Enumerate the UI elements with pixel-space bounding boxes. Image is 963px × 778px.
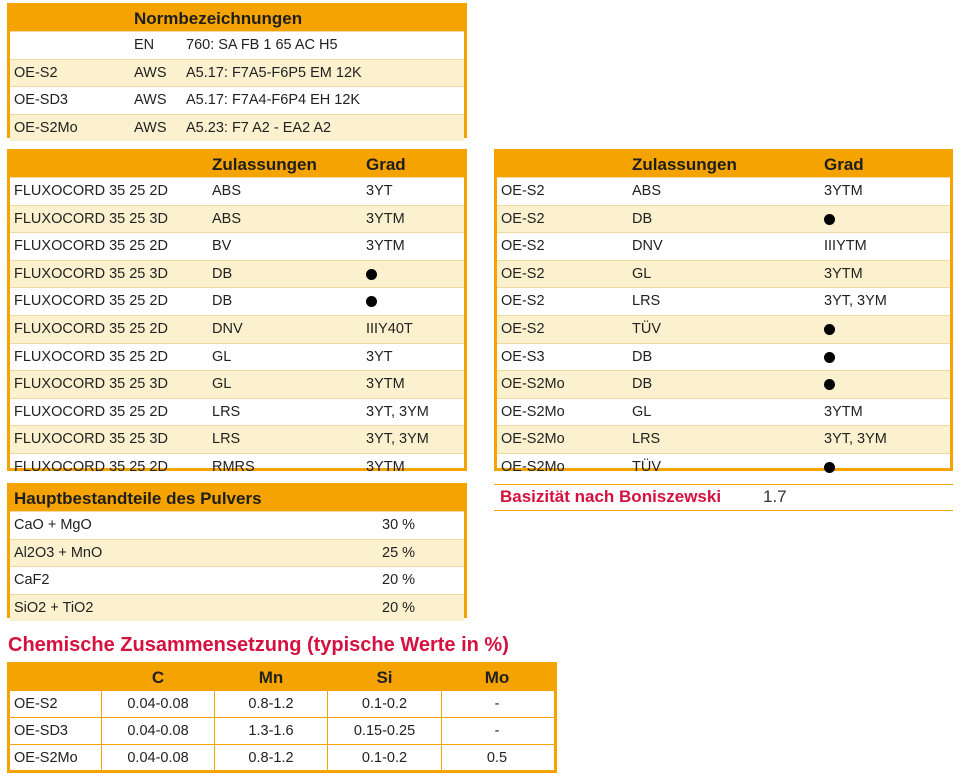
- approval-grade: 3YTM: [824, 403, 863, 420]
- approval-row: [10, 205, 464, 233]
- powder-percentage: 30 %: [382, 517, 416, 533]
- powder-row: [10, 566, 464, 594]
- approvals-right-header: [497, 152, 950, 177]
- approval-society: DNV: [212, 320, 243, 337]
- chem-value: -: [494, 723, 500, 739]
- norm-cell-designation: OE-SD3: [14, 92, 68, 109]
- approval-society: ABS: [212, 183, 242, 199]
- approval-grade: 3YTM: [366, 376, 405, 393]
- approved-dot-icon: [824, 324, 835, 335]
- powder-row: [10, 539, 464, 567]
- approval-grade: IIIYTM: [824, 238, 867, 255]
- chem-header-cell: [10, 665, 102, 690]
- approval-product: OE-S2: [501, 293, 545, 310]
- norm-cell-standard: AWS: [134, 119, 167, 136]
- approval-society: DNV: [632, 238, 663, 255]
- powder-percentage: 25 %: [382, 544, 416, 561]
- approval-row: [497, 260, 950, 288]
- approval-grade: 3YTM: [366, 210, 405, 227]
- approval-society: LRS: [212, 431, 241, 448]
- chem-value: 0.1-0.2: [328, 745, 442, 771]
- approval-grade: 3YT, 3YM: [366, 403, 429, 420]
- basicity-value: 1.7: [763, 487, 787, 506]
- norm-table: [7, 3, 467, 138]
- approval-row: [497, 398, 950, 426]
- approval-row: [10, 260, 464, 288]
- norm-cell-standard: AWS: [134, 64, 167, 81]
- approved-dot-icon: [824, 214, 835, 225]
- chem-value: 0.8-1.2: [215, 691, 328, 717]
- approval-row: [10, 343, 464, 371]
- approval-grade: 3YT, 3YM: [824, 293, 887, 310]
- chem-value: 0.04-0.08: [102, 718, 215, 744]
- approval-grade: 3YTM: [366, 458, 405, 475]
- chem-value: 0.04-0.08: [102, 691, 215, 717]
- approval-product: FLUXOCORD 35 25 2D: [14, 293, 168, 310]
- approval-society: LRS: [632, 293, 661, 310]
- norm-cell-code: 760: SA FB 1 65 AC H5: [186, 37, 338, 53]
- approval-product: FLUXOCORD 35 25 2D: [14, 348, 168, 365]
- norm-row: [10, 114, 464, 142]
- approval-row: [497, 287, 950, 315]
- approval-grade: 3YT: [366, 183, 393, 199]
- approval-product: OE-S3: [501, 348, 545, 365]
- approval-product: FLUXOCORD 35 25 3D: [14, 376, 168, 393]
- chem-value: 0.8-1.2: [215, 745, 328, 771]
- approved-dot-icon: [366, 269, 377, 280]
- powder-percentage: 20 %: [382, 599, 416, 616]
- chem-header-cell: Si: [328, 665, 442, 690]
- approved-dot-icon: [366, 296, 377, 307]
- norm-row: [10, 31, 464, 59]
- powder-percentage: 20 %: [382, 572, 416, 589]
- norm-row: [10, 86, 464, 114]
- approvals-table-right: [494, 149, 953, 475]
- approval-society: ABS: [632, 183, 662, 199]
- approval-grade: 3YT, 3YM: [824, 431, 887, 448]
- approvals-right-col-grad: Grad: [824, 155, 864, 174]
- approval-row: [10, 453, 464, 481]
- basicity-bottom-line: [494, 510, 953, 511]
- approval-product: OE-S2Mo: [501, 458, 565, 475]
- approval-grade: 3YT: [366, 348, 393, 365]
- approval-product: FLUXOCORD 35 25 3D: [14, 431, 168, 448]
- powder-row: [10, 511, 464, 539]
- chem-table: [7, 662, 557, 773]
- approval-grade: IIIY40T: [366, 320, 413, 337]
- basicity-label: Basizität nach Boniszewski: [500, 487, 722, 506]
- approval-row: [10, 287, 464, 315]
- powder-component: SiO2 + TiO2: [14, 599, 94, 616]
- approval-product: FLUXOCORD 35 25 2D: [14, 320, 168, 337]
- approval-society: BV: [212, 238, 232, 255]
- approval-society: RMRS: [212, 458, 255, 475]
- approval-row: [10, 398, 464, 426]
- approval-product: FLUXOCORD 35 25 2D: [14, 183, 168, 199]
- approval-society: DB: [212, 293, 233, 310]
- approval-row: [497, 205, 950, 233]
- chem-row-label: OE-S2: [10, 691, 102, 717]
- chem-value: 0.15-0.25: [328, 718, 442, 744]
- approval-product: FLUXOCORD 35 25 2D: [14, 238, 168, 255]
- chem-header-cell: C: [102, 665, 215, 690]
- norm-title: Normbezeichnungen: [134, 9, 303, 28]
- approval-product: OE-S2Mo: [501, 403, 565, 420]
- approval-society: DB: [632, 348, 653, 365]
- approval-product: FLUXOCORD 35 25 2D: [14, 403, 168, 420]
- approval-product: OE-S2: [501, 265, 545, 282]
- chem-header-row: [10, 665, 554, 690]
- approval-product: FLUXOCORD 35 25 3D: [14, 265, 168, 282]
- powder-component: CaO + MgO: [14, 517, 92, 533]
- approval-society: LRS: [632, 431, 661, 448]
- norm-cell-standard: EN: [134, 37, 155, 53]
- powder-header: [10, 486, 464, 511]
- chem-value: 0.5: [486, 750, 508, 766]
- powder-components-table: [7, 483, 467, 618]
- approval-grade: 3YTM: [824, 265, 863, 282]
- approval-grade: 3YT, 3YM: [366, 431, 429, 448]
- approval-row: [497, 425, 950, 453]
- norm-cell-code: A5.17: F7A4-F6P4 EH 12K: [186, 92, 361, 109]
- basicity-top-line: [494, 484, 953, 485]
- approvals-table-left: [7, 149, 467, 475]
- powder-row: [10, 594, 464, 622]
- approval-society: TÜV: [632, 458, 661, 475]
- norm-cell-designation: OE-S2Mo: [14, 119, 78, 136]
- approval-society: ABS: [212, 210, 242, 227]
- approval-row: [10, 370, 464, 398]
- approval-society: LRS: [212, 403, 241, 420]
- approved-dot-icon: [824, 462, 835, 473]
- approval-society: GL: [632, 265, 652, 282]
- chem-row-label: OE-SD3: [10, 718, 102, 744]
- chem-title: Chemische Zusammensetzung (typische Werte in %): [8, 634, 509, 656]
- approval-product: FLUXOCORD 35 25 3D: [14, 210, 168, 227]
- norm-cell-designation: OE-S2: [14, 64, 58, 81]
- approval-product: OE-S2Mo: [501, 376, 565, 393]
- chem-header-cell: Mo: [484, 668, 510, 687]
- approval-row: [10, 425, 464, 453]
- chem-value: 0.1-0.2: [328, 691, 442, 717]
- norm-cell-code: A5.17: F7A5-F6P5 EM 12K: [186, 64, 362, 81]
- approvals-left-header: [10, 152, 464, 177]
- powder-component: Al2O3 + MnO: [14, 544, 103, 561]
- chem-header-cell: Mn: [215, 665, 328, 690]
- norm-cell-standard: AWS: [134, 92, 167, 109]
- chem-row: [10, 690, 554, 717]
- approval-row: [497, 177, 950, 205]
- approval-row: [10, 232, 464, 260]
- approval-row: [497, 370, 950, 398]
- chem-row: [10, 744, 554, 771]
- approval-society: GL: [212, 376, 232, 393]
- approval-grade: 3YTM: [824, 183, 863, 199]
- approval-product: OE-S2Mo: [501, 431, 565, 448]
- approval-row: [497, 453, 950, 481]
- approvals-left-col-zulassungen: Zulassungen: [212, 155, 317, 174]
- approval-row: [10, 315, 464, 343]
- approval-society: DB: [632, 376, 653, 393]
- approval-product: OE-S2: [501, 320, 545, 337]
- approval-product: FLUXOCORD 35 25 2D: [14, 458, 168, 475]
- approval-product: OE-S2: [501, 183, 545, 199]
- approval-product: OE-S2: [501, 238, 545, 255]
- approved-dot-icon: [824, 352, 835, 363]
- chem-row-label: OE-S2Mo: [10, 745, 102, 771]
- approval-product: OE-S2: [501, 210, 545, 227]
- approval-row: [497, 232, 950, 260]
- approval-row: [497, 315, 950, 343]
- chem-value: 0.04-0.08: [102, 745, 215, 771]
- chem-value: -: [494, 696, 500, 712]
- approval-society: GL: [632, 403, 652, 420]
- norm-row: [10, 59, 464, 87]
- approvals-left-col-grad: Grad: [366, 155, 406, 174]
- chem-value: 1.3-1.6: [215, 718, 328, 744]
- approval-row: [497, 343, 950, 371]
- approval-row: [10, 177, 464, 205]
- powder-title: Hauptbestandteile des Pulvers: [14, 489, 262, 508]
- approval-society: DB: [212, 265, 233, 282]
- approval-society: TÜV: [632, 320, 661, 337]
- approved-dot-icon: [824, 379, 835, 390]
- norm-cell-code: A5.23: F7 A2 - EA2 A2: [186, 119, 332, 136]
- powder-component: CaF2: [14, 572, 50, 589]
- norm-header: [10, 6, 464, 31]
- chem-row: [10, 717, 554, 744]
- approvals-right-col-zulassungen: Zulassungen: [632, 155, 737, 174]
- approval-society: DB: [632, 210, 653, 227]
- approval-society: GL: [212, 348, 232, 365]
- approval-grade: 3YTM: [366, 238, 405, 255]
